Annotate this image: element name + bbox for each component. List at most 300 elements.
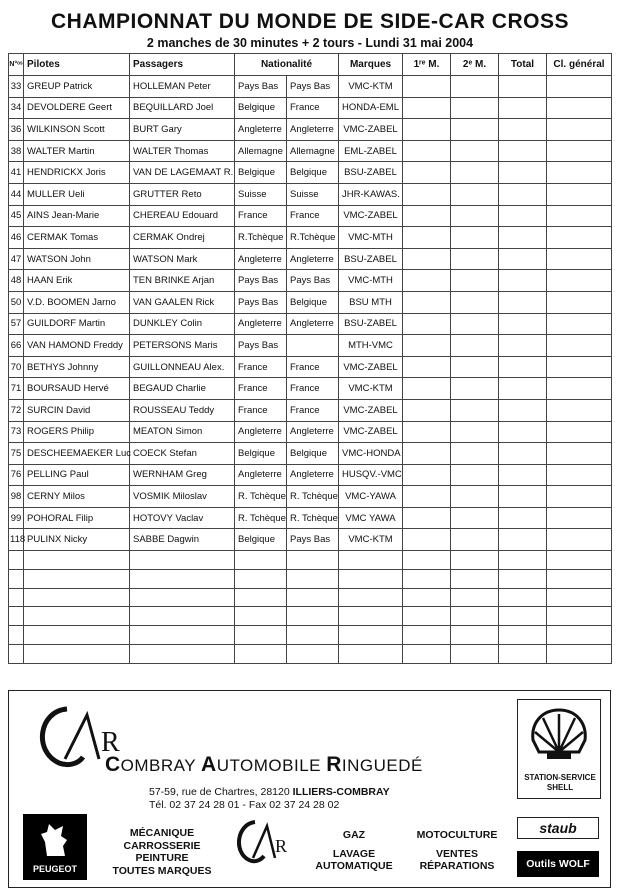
cell-classement-general xyxy=(547,140,612,162)
cell-passager: WATSON Mark xyxy=(130,248,235,270)
cell-marque: MTH-VMC xyxy=(339,335,403,357)
cell-passager: HOTOVY Vaclav xyxy=(130,507,235,529)
cell-manche-1 xyxy=(403,486,451,508)
cell-marque: BSU MTH xyxy=(339,291,403,313)
cell-passager: DUNKLEY Colin xyxy=(130,313,235,335)
cell-classement-general xyxy=(547,626,612,645)
service-item: RÉPARATIONS xyxy=(419,860,495,872)
cell-total xyxy=(499,399,547,421)
service-item: LAVAGE xyxy=(332,847,376,860)
cell-nationalite-passager: Belgique xyxy=(287,291,339,313)
address-city: ILLIERS-COMBRAY xyxy=(292,786,390,798)
cell-num: 44 xyxy=(9,183,24,205)
cell-nationalite-pilote xyxy=(235,626,287,645)
cell-nationalite-passager: R. Tchèque xyxy=(287,486,339,508)
cell-nationalite-pilote: Pays Bas xyxy=(235,291,287,313)
car-logo-small-icon xyxy=(231,816,291,866)
shell-station-logo xyxy=(517,699,601,799)
cell-nationalite-pilote: France xyxy=(235,205,287,227)
cell-manche-2 xyxy=(451,529,499,551)
cell-pilote: MULLER Ueli xyxy=(24,183,130,205)
cell-total xyxy=(499,205,547,227)
cell-nationalite-pilote: Belgique xyxy=(235,529,287,551)
wolf-logo: Outils WOLF xyxy=(517,851,599,877)
service-item: TOUTES MARQUES xyxy=(112,864,212,877)
cell-nationalite-passager: Belgique xyxy=(287,162,339,184)
shell-label-line-1: STATION-SERVICE xyxy=(524,773,596,782)
cell-nationalite-pilote: France xyxy=(235,356,287,378)
table-row xyxy=(9,119,612,141)
cell-pilote: AINS Jean-Marie xyxy=(24,205,130,227)
empty-table-row xyxy=(9,551,612,570)
cell-total xyxy=(499,270,547,292)
cell-passager xyxy=(130,607,235,626)
cell-manche-1 xyxy=(403,529,451,551)
cell-nationalite-passager xyxy=(287,626,339,645)
cell-manche-2 xyxy=(451,551,499,570)
header-classement-general: Cl. général xyxy=(547,54,612,76)
cell-passager xyxy=(130,626,235,645)
cell-num: 50 xyxy=(9,291,24,313)
cell-manche-1 xyxy=(403,335,451,357)
cell-classement-general xyxy=(547,378,612,400)
cell-nationalite-pilote: Angleterre xyxy=(235,248,287,270)
service-item: PEINTURE xyxy=(135,852,189,864)
cell-total xyxy=(499,551,547,570)
cell-num xyxy=(9,607,24,626)
cell-manche-1 xyxy=(403,569,451,588)
service-item: AUTOMATIQUE xyxy=(315,860,393,872)
cell-nationalite-passager: Angleterre xyxy=(287,119,339,141)
cell-manche-1 xyxy=(403,313,451,335)
cell-num: 48 xyxy=(9,270,24,292)
table-row xyxy=(9,421,612,443)
cell-num xyxy=(9,588,24,607)
empty-table-row xyxy=(9,607,612,626)
cell-num: 98 xyxy=(9,486,24,508)
cell-total xyxy=(499,626,547,645)
table-row xyxy=(9,76,612,98)
cell-classement-general xyxy=(547,399,612,421)
cell-classement-general xyxy=(547,551,612,570)
cell-classement-general xyxy=(547,588,612,607)
service-item: MOTOCULTURE xyxy=(416,829,498,841)
cell-classement-general xyxy=(547,205,612,227)
cell-marque: VMC YAWA xyxy=(339,507,403,529)
cell-pilote: WATSON John xyxy=(24,248,130,270)
cell-num: 41 xyxy=(9,162,24,184)
cell-classement-general xyxy=(547,486,612,508)
table-row xyxy=(9,97,612,119)
cell-marque: VMC-MTH xyxy=(339,227,403,249)
cell-passager: VOSMIK Miloslav xyxy=(130,486,235,508)
cell-num: 70 xyxy=(9,356,24,378)
cell-total xyxy=(499,421,547,443)
cell-manche-2 xyxy=(451,569,499,588)
cell-manche-2 xyxy=(451,291,499,313)
table-row xyxy=(9,443,612,465)
cell-classement-general xyxy=(547,356,612,378)
table-row xyxy=(9,529,612,551)
cell-num: 73 xyxy=(9,421,24,443)
cell-manche-1 xyxy=(403,507,451,529)
cell-nationalite-pilote xyxy=(235,551,287,570)
cell-nationalite-pilote: R. Tchèque xyxy=(235,486,287,508)
cell-classement-general xyxy=(547,607,612,626)
cell-pilote: SURCIN David xyxy=(24,399,130,421)
cell-num: 57 xyxy=(9,313,24,335)
cell-total xyxy=(499,162,547,184)
cell-pilote: GREUP Patrick xyxy=(24,76,130,98)
cell-manche-1 xyxy=(403,551,451,570)
cell-manche-2 xyxy=(451,248,499,270)
cell-marque: VMC-ZABEL xyxy=(339,399,403,421)
cell-pilote: VAN HAMOND Freddy xyxy=(24,335,130,357)
cell-num: 33 xyxy=(9,76,24,98)
cell-marque: VMC-KTM xyxy=(339,76,403,98)
cell-total xyxy=(499,291,547,313)
cell-nationalite-pilote xyxy=(235,645,287,664)
cell-manche-1 xyxy=(403,356,451,378)
cell-manche-2 xyxy=(451,227,499,249)
cell-marque: VMC-ZABEL xyxy=(339,356,403,378)
cell-marque: VMC-HONDA xyxy=(339,443,403,465)
cell-nationalite-pilote: Pays Bas xyxy=(235,270,287,292)
cell-classement-general xyxy=(547,183,612,205)
staub-logo: staub xyxy=(517,817,599,839)
cell-nationalite-pilote: Pays Bas xyxy=(235,76,287,98)
cell-nationalite-passager: France xyxy=(287,205,339,227)
cell-nationalite-passager: R.Tchèque xyxy=(287,227,339,249)
cell-num: 75 xyxy=(9,443,24,465)
cell-total xyxy=(499,645,547,664)
cell-pilote: WILKINSON Scott xyxy=(24,119,130,141)
cell-passager: PETERSONS Maris xyxy=(130,335,235,357)
service-item: MÉCANIQUE xyxy=(129,827,195,839)
cell-pilote xyxy=(24,626,130,645)
cell-pilote: PULINX Nicky xyxy=(24,529,130,551)
cell-nationalite-passager: Allemagne xyxy=(287,140,339,162)
cell-manche-2 xyxy=(451,607,499,626)
cell-classement-general xyxy=(547,335,612,357)
header-passagers: Passagers xyxy=(130,54,235,76)
cell-nationalite-passager: Suisse xyxy=(287,183,339,205)
cell-nationalite-passager: Angleterre xyxy=(287,248,339,270)
cell-total xyxy=(499,335,547,357)
cell-nationalite-passager: France xyxy=(287,356,339,378)
cell-total xyxy=(499,248,547,270)
cell-pilote: PELLING Paul xyxy=(24,464,130,486)
svg-text:R: R xyxy=(275,836,288,856)
cell-pilote xyxy=(24,569,130,588)
cell-pilote: WALTER Martin xyxy=(24,140,130,162)
empty-table-row xyxy=(9,645,612,664)
cell-manche-1 xyxy=(403,183,451,205)
table-row xyxy=(9,205,612,227)
cell-manche-1 xyxy=(403,162,451,184)
results-table xyxy=(8,53,612,664)
cell-marque: HUSQV.-VMC xyxy=(339,464,403,486)
address-street: 57-59, rue de Chartres, 28120 xyxy=(149,786,290,798)
cell-manche-2 xyxy=(451,183,499,205)
cell-marque xyxy=(339,569,403,588)
cell-manche-1 xyxy=(403,607,451,626)
cell-total xyxy=(499,378,547,400)
company-name xyxy=(105,753,423,777)
cell-manche-2 xyxy=(451,356,499,378)
cell-nationalite-passager: Pays Bas xyxy=(287,270,339,292)
company-word-3: INGUEDÉ xyxy=(341,756,423,775)
cell-marque xyxy=(339,607,403,626)
cell-classement-general xyxy=(547,248,612,270)
cell-total xyxy=(499,588,547,607)
cell-manche-2 xyxy=(451,335,499,357)
cell-manche-1 xyxy=(403,645,451,664)
cell-nationalite-passager: Angleterre xyxy=(287,421,339,443)
cell-pilote: HENDRICKX Joris xyxy=(24,162,130,184)
cell-total xyxy=(499,569,547,588)
cell-manche-1 xyxy=(403,443,451,465)
sponsor-advert xyxy=(8,690,611,888)
cell-classement-general xyxy=(547,421,612,443)
cell-passager: HOLLEMAN Peter xyxy=(130,76,235,98)
cell-classement-general xyxy=(547,443,612,465)
cell-total xyxy=(499,529,547,551)
cell-nationalite-pilote: Angleterre xyxy=(235,464,287,486)
cell-passager: TEN BRINKE Arjan xyxy=(130,270,235,292)
cell-nationalite-passager: France xyxy=(287,399,339,421)
cell-nationalite-pilote: Belgique xyxy=(235,97,287,119)
cell-pilote: BOURSAUD Hervé xyxy=(24,378,130,400)
cell-manche-2 xyxy=(451,378,499,400)
cell-pilote: DESCHEEMAEKER Luc xyxy=(24,443,130,465)
cell-total xyxy=(499,119,547,141)
header-total: Total xyxy=(499,54,547,76)
cell-manche-1 xyxy=(403,464,451,486)
table-row xyxy=(9,464,612,486)
services-column-1 xyxy=(107,827,217,877)
cell-nationalite-passager: Belgique xyxy=(287,443,339,465)
cell-nationalite-pilote: Pays Bas xyxy=(235,335,287,357)
cell-pilote: DEVOLDERE Geert xyxy=(24,97,130,119)
cell-classement-general xyxy=(547,119,612,141)
cell-passager: COECK Stefan xyxy=(130,443,235,465)
cell-manche-1 xyxy=(403,291,451,313)
cell-nationalite-pilote: France xyxy=(235,399,287,421)
cell-manche-2 xyxy=(451,76,499,98)
table-row xyxy=(9,378,612,400)
cell-manche-1 xyxy=(403,97,451,119)
company-phone xyxy=(149,799,339,811)
header-pilotes: Pilotes xyxy=(24,54,130,76)
cell-nationalite-pilote: Angleterre xyxy=(235,313,287,335)
cell-classement-general xyxy=(547,569,612,588)
cell-marque: VMC-KTM xyxy=(339,378,403,400)
cell-manche-2 xyxy=(451,421,499,443)
header-manche-2: 2ᵉ M. xyxy=(451,54,499,76)
cell-manche-1 xyxy=(403,227,451,249)
cell-marque: VMC-ZABEL xyxy=(339,205,403,227)
cell-nationalite-passager xyxy=(287,335,339,357)
cell-manche-1 xyxy=(403,421,451,443)
cell-manche-2 xyxy=(451,645,499,664)
cell-num: 118 xyxy=(9,529,24,551)
cell-marque: VMC-KTM xyxy=(339,529,403,551)
peugeot-logo xyxy=(23,814,87,880)
cell-marque: VMC-YAWA xyxy=(339,486,403,508)
cell-nationalite-pilote: France xyxy=(235,378,287,400)
cell-manche-1 xyxy=(403,248,451,270)
cell-passager: WERNHAM Greg xyxy=(130,464,235,486)
cell-pilote: ROGERS Philip xyxy=(24,421,130,443)
cell-num: 45 xyxy=(9,205,24,227)
table-row xyxy=(9,140,612,162)
cell-pilote: CERNY Milos xyxy=(24,486,130,508)
cell-num: 71 xyxy=(9,378,24,400)
header-marques: Marques xyxy=(339,54,403,76)
table-row xyxy=(9,162,612,184)
cell-manche-2 xyxy=(451,399,499,421)
cell-passager xyxy=(130,645,235,664)
cell-num xyxy=(9,645,24,664)
cell-pilote: GUILDORF Martin xyxy=(24,313,130,335)
cell-pilote: HAAN Erik xyxy=(24,270,130,292)
cell-nationalite-passager: Angleterre xyxy=(287,464,339,486)
cell-passager: WALTER Thomas xyxy=(130,140,235,162)
table-row xyxy=(9,183,612,205)
cell-marque: BSU-ZABEL xyxy=(339,248,403,270)
cell-manche-1 xyxy=(403,119,451,141)
cell-manche-2 xyxy=(451,507,499,529)
cell-nationalite-pilote xyxy=(235,607,287,626)
table-row xyxy=(9,507,612,529)
cell-nationalite-pilote: Belgique xyxy=(235,443,287,465)
service-item: GAZ xyxy=(342,829,366,841)
cell-marque: HONDA-EML xyxy=(339,97,403,119)
cell-nationalite-passager: France xyxy=(287,97,339,119)
table-row xyxy=(9,335,612,357)
table-row xyxy=(9,356,612,378)
cell-total xyxy=(499,486,547,508)
cell-manche-1 xyxy=(403,76,451,98)
cell-nationalite-pilote: Suisse xyxy=(235,183,287,205)
cell-num: 47 xyxy=(9,248,24,270)
cell-nationalite-passager: Pays Bas xyxy=(287,529,339,551)
cell-manche-2 xyxy=(451,626,499,645)
company-initial-a: A xyxy=(201,753,217,776)
cell-passager: CERMAK Ondrej xyxy=(130,227,235,249)
cell-classement-general xyxy=(547,313,612,335)
cell-marque: VMC-ZABEL xyxy=(339,421,403,443)
cell-manche-1 xyxy=(403,588,451,607)
empty-table-row xyxy=(9,588,612,607)
cell-nationalite-pilote: Allemagne xyxy=(235,140,287,162)
cell-classement-general xyxy=(547,162,612,184)
cell-nationalite-passager xyxy=(287,607,339,626)
cell-marque: VMC-MTH xyxy=(339,270,403,292)
cell-pilote xyxy=(24,588,130,607)
cell-marque: JHR-KAWAS. xyxy=(339,183,403,205)
cell-passager: ROUSSEAU Teddy xyxy=(130,399,235,421)
cell-manche-2 xyxy=(451,486,499,508)
table-row xyxy=(9,291,612,313)
cell-marque: VMC-ZABEL xyxy=(339,119,403,141)
page-title: CHAMPIONNAT DU MONDE DE SIDE-CAR CROSS xyxy=(51,10,569,33)
cell-passager: GRUTTER Reto xyxy=(130,183,235,205)
cell-total xyxy=(499,607,547,626)
cell-total xyxy=(499,76,547,98)
cell-nationalite-pilote: R. Tchèque xyxy=(235,507,287,529)
empty-table-row xyxy=(9,626,612,645)
peugeot-label: PEUGEOT xyxy=(32,864,77,874)
cell-classement-general xyxy=(547,507,612,529)
cell-total xyxy=(499,140,547,162)
cell-manche-2 xyxy=(451,464,499,486)
cell-manche-2 xyxy=(451,97,499,119)
cell-passager: GUILLONNEAU Alex. xyxy=(130,356,235,378)
cell-num: 72 xyxy=(9,399,24,421)
cell-nationalite-passager xyxy=(287,645,339,664)
company-word-1: OMBRAY xyxy=(120,756,202,775)
table-row xyxy=(9,399,612,421)
service-item: CARROSSERIE xyxy=(123,839,201,852)
header-num: N°ᵒˢ xyxy=(9,54,24,76)
cell-manche-2 xyxy=(451,443,499,465)
cell-classement-general xyxy=(547,529,612,551)
table-row xyxy=(9,227,612,249)
service-item: VENTES xyxy=(435,847,478,860)
shell-icon xyxy=(529,706,589,762)
phone-number: Tél. 02 37 24 28 01 xyxy=(149,799,240,811)
cell-total xyxy=(499,356,547,378)
cell-passager: MEATON Simon xyxy=(130,421,235,443)
cell-manche-1 xyxy=(403,270,451,292)
cell-num: 46 xyxy=(9,227,24,249)
cell-classement-general xyxy=(547,464,612,486)
cell-marque: BSU-ZABEL xyxy=(339,162,403,184)
cell-manche-1 xyxy=(403,140,451,162)
cell-total xyxy=(499,507,547,529)
cell-nationalite-pilote: Belgique xyxy=(235,162,287,184)
cell-classement-general xyxy=(547,270,612,292)
cell-manche-2 xyxy=(451,119,499,141)
cell-marque xyxy=(339,551,403,570)
cell-total xyxy=(499,464,547,486)
cell-passager: VAN DE LAGEMAAT R. xyxy=(130,162,235,184)
cell-num: 99 xyxy=(9,507,24,529)
services-column-3 xyxy=(407,829,507,873)
empty-table-row xyxy=(9,569,612,588)
cell-manche-1 xyxy=(403,378,451,400)
header-nationalite: Nationalité xyxy=(235,54,339,76)
cell-nationalite-passager: R. Tchèque xyxy=(287,507,339,529)
cell-classement-general xyxy=(547,76,612,98)
table-row xyxy=(9,486,612,508)
cell-total xyxy=(499,183,547,205)
cell-pilote: V.D. BOOMEN Jarno xyxy=(24,291,130,313)
cell-pilote: CERMAK Tomas xyxy=(24,227,130,249)
cell-passager: BEGAUD Charlie xyxy=(130,378,235,400)
table-header-row xyxy=(9,54,612,76)
cell-marque xyxy=(339,626,403,645)
cell-nationalite-pilote xyxy=(235,588,287,607)
table-row xyxy=(9,248,612,270)
cell-total xyxy=(499,97,547,119)
cell-num xyxy=(9,626,24,645)
cell-passager: BEQUILLARD Joel xyxy=(130,97,235,119)
cell-num: 76 xyxy=(9,464,24,486)
cell-nationalite-pilote: Angleterre xyxy=(235,119,287,141)
